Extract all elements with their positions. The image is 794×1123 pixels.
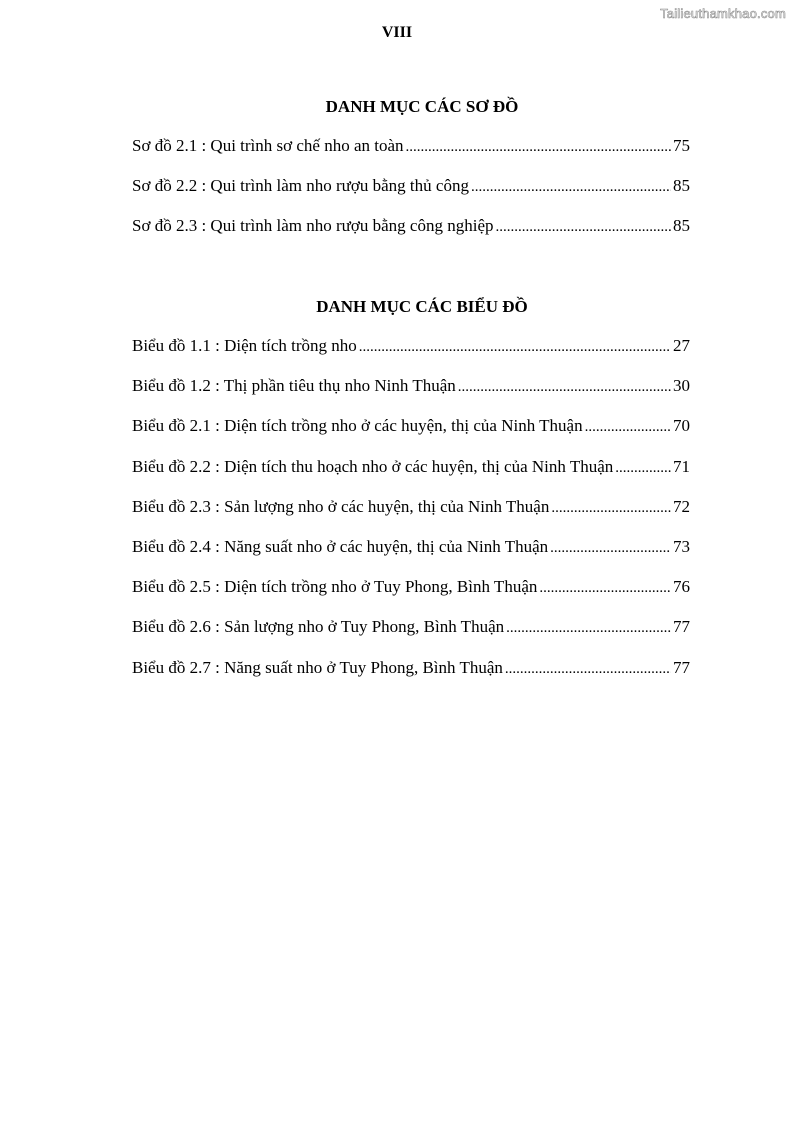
- toc-entry-page: 77: [673, 657, 690, 677]
- toc-entry-page: 70: [673, 416, 690, 436]
- toc-entry-page: 27: [673, 336, 690, 355]
- toc-entry[interactable]: [132, 617, 690, 657]
- toc-entry-label: Sơ đồ 2.3 : Qui trình làm nho rượu bằng công nghiệp: [132, 216, 494, 236]
- toc-entry[interactable]: [132, 216, 690, 256]
- toc-entry-page: 72: [673, 496, 690, 516]
- toc-entry-page: 77: [673, 617, 690, 637]
- page-number: VIII: [381, 24, 413, 41]
- toc-entry-label: Sơ đồ 2.1 : Qui trình sơ chế nho an toàn: [132, 136, 404, 155]
- dot-leader: [506, 618, 671, 638]
- toc-entry[interactable]: [132, 577, 690, 617]
- dot-leader: [471, 177, 671, 197]
- chart-list-section: [132, 297, 690, 698]
- toc-entry[interactable]: [132, 416, 690, 456]
- toc-entry-label: Biểu đồ 2.2 : Diện tích thu hoạch nho ở các huyện, thị của Ninh Thuận: [132, 456, 614, 476]
- toc-entry-label: Sơ đồ 2.2 : Qui trình làm nho rượu bằng thủ công: [132, 176, 469, 196]
- toc-entry-label: Biểu đồ 1.2 : Thị phần tiêu thụ nho Ninh Thuận: [132, 376, 456, 396]
- toc-list: [132, 336, 690, 698]
- toc-entry[interactable]: [132, 376, 690, 416]
- toc-entry-label: Biểu đồ 2.3 : Sản lượng nho ở các huyện, thị của Ninh Thuận: [132, 496, 550, 516]
- dot-leader: [539, 578, 671, 598]
- toc-entry-page: 85: [673, 176, 690, 196]
- dot-leader: [359, 337, 671, 357]
- toc-entry-label: Biểu đồ 2.5 : Diện tích trồng nho ở Tuy Phong, Bình Thuận: [132, 577, 538, 597]
- dot-leader: [496, 217, 672, 237]
- toc-entry[interactable]: [132, 537, 690, 577]
- toc-entry[interactable]: [132, 497, 690, 537]
- toc-list: [132, 136, 690, 257]
- dot-leader: [585, 417, 671, 437]
- toc-entry-label: Biểu đồ 2.1 : Diện tích trồng nho ở các huyện, thị của Ninh Thuận: [132, 416, 583, 436]
- toc-entry-label: Biểu đồ 2.7 : Năng suất nho ở Tuy Phong, Bình Thuận: [132, 657, 503, 677]
- diagram-list-section: [132, 97, 690, 257]
- toc-entry-page: 75: [673, 136, 690, 155]
- dot-leader: [406, 137, 671, 157]
- toc-entry[interactable]: [132, 136, 690, 176]
- toc-entry-page: 30: [673, 376, 690, 396]
- watermark: Tailieuthamkhao.com: [660, 6, 786, 21]
- toc-entry-label: Biểu đồ 2.6 : Sản lượng nho ở Tuy Phong, Bình Thuận: [132, 617, 505, 637]
- toc-entry-label: Biểu đồ 1.1 : Diện tích trồng nho: [132, 336, 357, 355]
- dot-leader: [615, 458, 671, 478]
- dot-leader: [458, 377, 671, 397]
- toc-entry[interactable]: [132, 658, 690, 698]
- dot-leader: [550, 538, 671, 558]
- toc-entry-page: 71: [673, 456, 690, 476]
- toc-entry[interactable]: [132, 457, 690, 497]
- toc-entry[interactable]: [132, 336, 690, 376]
- section-title: DANH MỤC CÁC SƠ ĐỒ: [325, 97, 519, 116]
- toc-entry[interactable]: [132, 176, 690, 216]
- toc-entry-label: Biểu đồ 2.4 : Năng suất nho ở các huyện, thị của Ninh Thuận: [132, 536, 549, 556]
- dot-leader: [551, 498, 671, 518]
- toc-entry-page: 76: [673, 577, 690, 597]
- section-title: DANH MỤC CÁC BIỂU ĐỒ: [316, 297, 528, 316]
- toc-entry-page: 85: [673, 216, 690, 236]
- dot-leader: [505, 659, 671, 679]
- toc-entry-page: 73: [673, 536, 690, 556]
